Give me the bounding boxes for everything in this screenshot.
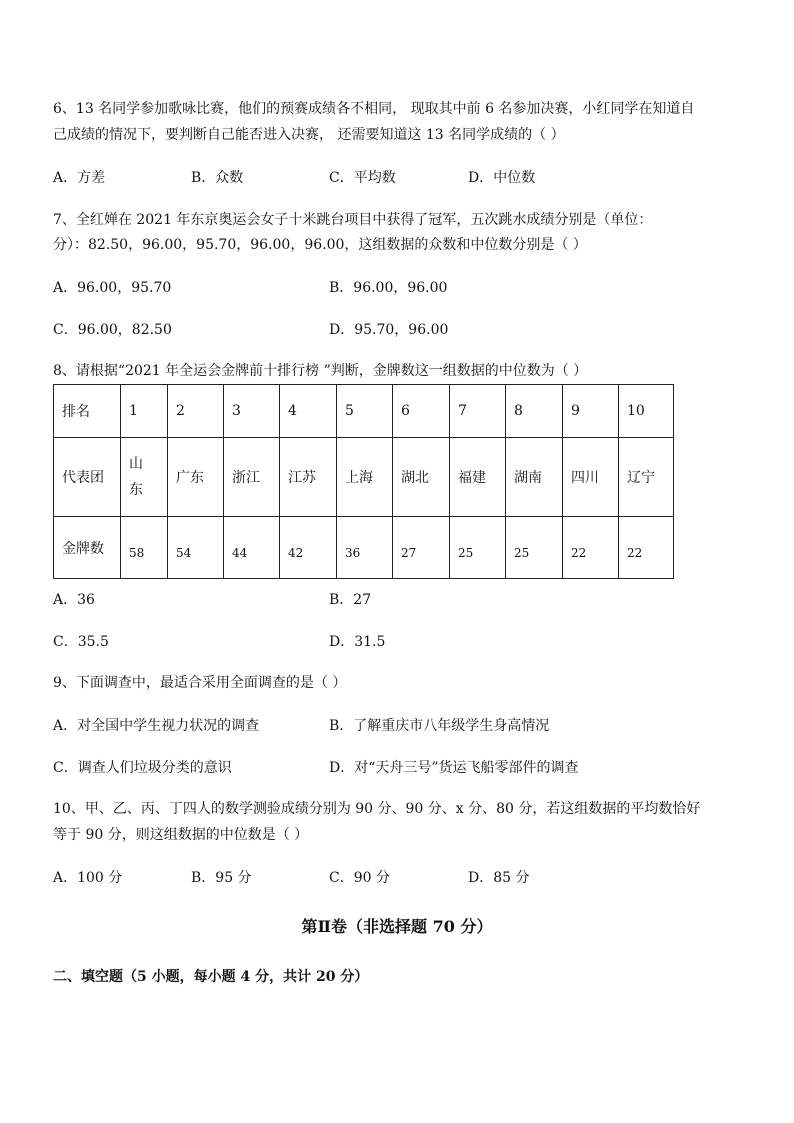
q8-option-d[interactable]: D．31.5 — [329, 634, 386, 650]
q8-stem: 8、请根据“2021 年全运会金牌前十排行榜 ”判断，金牌数这一组数据的中位数为（ ） — [53, 363, 588, 379]
q9-option-d[interactable]: D．对“天舟三号”货运飞船零部件的调查 — [329, 760, 579, 776]
q10-option-b[interactable]: B．95 分 — [191, 870, 252, 886]
team-cell — [121, 438, 168, 517]
gold-cell: 44 — [224, 517, 280, 579]
rank-cell: 10 — [619, 385, 674, 438]
gold-cell: 22 — [563, 517, 619, 579]
table-row-gold — [54, 517, 674, 579]
q8-option-a[interactable]: A．36 — [53, 592, 95, 608]
q6-option-c[interactable]: C．平均数 — [329, 170, 396, 186]
q7-option-c[interactable]: C．96.00，82.50 — [53, 322, 172, 338]
gold-cell: 25 — [450, 517, 506, 579]
gold-cell: 25 — [506, 517, 563, 579]
team-cell: 四川 — [563, 438, 619, 517]
gold-cell: 36 — [337, 517, 393, 579]
q7-option-b[interactable]: B．96.00，96.00 — [329, 280, 448, 296]
gold-ranking-table — [53, 384, 674, 579]
q10-option-a[interactable]: A．100 分 — [53, 870, 123, 886]
team-cell: 广东 — [168, 438, 224, 517]
team-name: 山东 — [129, 456, 143, 498]
rank-cell: 3 — [224, 385, 280, 438]
q9-option-b[interactable]: B．了解重庆市八年级学生身高情况 — [329, 718, 550, 734]
team-header-cell: 代表团 — [54, 438, 121, 517]
q6-option-b[interactable]: B．众数 — [191, 170, 244, 186]
q7-stem-line2: 分）：82.50，96.00，95.70，96.00，96.00，这组数据的众数和中位数分别是（ ） — [53, 237, 587, 253]
q10-stem-line2: 等于 90 分，则这组数据的中位数是（ ） — [53, 827, 309, 843]
fill-blank-part-title: 二、填空题（5 小题，每小题 4 分，共计 20 分） — [53, 969, 369, 985]
q9-stem: 9、下面调查中，最适合采用全面调查的是（ ） — [53, 675, 347, 691]
table-row-team — [54, 438, 674, 517]
gold-cell: 42 — [280, 517, 337, 579]
q8-option-b[interactable]: B．27 — [329, 592, 372, 608]
table-row-rank — [54, 385, 674, 438]
rank-cell: 4 — [280, 385, 337, 438]
rank-cell: 2 — [168, 385, 224, 438]
q10-stem-line1: 10、甲、乙、丙、丁四人的数学测验成绩分别为 90 分、90 分、x 分、80 分，若这组数据的平均数恰好 — [53, 801, 701, 817]
rank-header-cell: 排名 — [54, 385, 121, 438]
rank-cell: 1 — [121, 385, 168, 438]
gold-cell: 58 — [121, 517, 168, 579]
team-cell: 江苏 — [280, 438, 337, 517]
team-cell: 福建 — [450, 438, 506, 517]
q6-option-a[interactable]: A．方差 — [53, 170, 106, 186]
q9-option-a[interactable]: A．对全国中学生视力状况的调查 — [53, 718, 260, 734]
q6-option-d[interactable]: D．中位数 — [468, 170, 536, 186]
q6-stem-line2: 己成绩的情况下，要判断自己能否进入决赛， 还需要知道这 13 名同学成绩的（ ） — [53, 127, 565, 143]
team-cell: 辽宁 — [619, 438, 674, 517]
rank-cell: 8 — [506, 385, 563, 438]
gold-cell: 54 — [168, 517, 224, 579]
gold-header-cell: 金牌数 — [54, 517, 121, 579]
q7-option-d[interactable]: D．95.70，96.00 — [329, 322, 449, 338]
gold-cell: 22 — [619, 517, 674, 579]
q6-stem-line1: 6、13 名同学参加歌咏比赛，他们的预赛成绩各不相同， 现取其中前 6 名参加决赛，小红同学在知道自 — [53, 101, 695, 117]
team-cell: 湖北 — [393, 438, 450, 517]
q10-option-d[interactable]: D．85 分 — [468, 870, 530, 886]
rank-cell: 7 — [450, 385, 506, 438]
rank-cell: 9 — [563, 385, 619, 438]
gold-cell: 27 — [393, 517, 450, 579]
section-two-title: 第Ⅱ卷（非选择题 70 分） — [301, 917, 493, 936]
q7-stem-line1: 7、全红婵在 2021 年东京奥运会女子十米跳台项目中获得了冠军，五次跳水成绩分别是（单位： — [53, 212, 653, 228]
q10-option-c[interactable]: C．90 分 — [329, 870, 390, 886]
team-cell: 浙江 — [224, 438, 280, 517]
team-cell: 上海 — [337, 438, 393, 517]
q7-option-a[interactable]: A．96.00，95.70 — [53, 280, 172, 296]
rank-cell: 5 — [337, 385, 393, 438]
team-cell: 湖南 — [506, 438, 563, 517]
rank-cell: 6 — [393, 385, 450, 438]
q8-option-c[interactable]: C．35.5 — [53, 634, 109, 650]
q9-option-c[interactable]: C．调查人们垃圾分类的意识 — [53, 760, 232, 776]
